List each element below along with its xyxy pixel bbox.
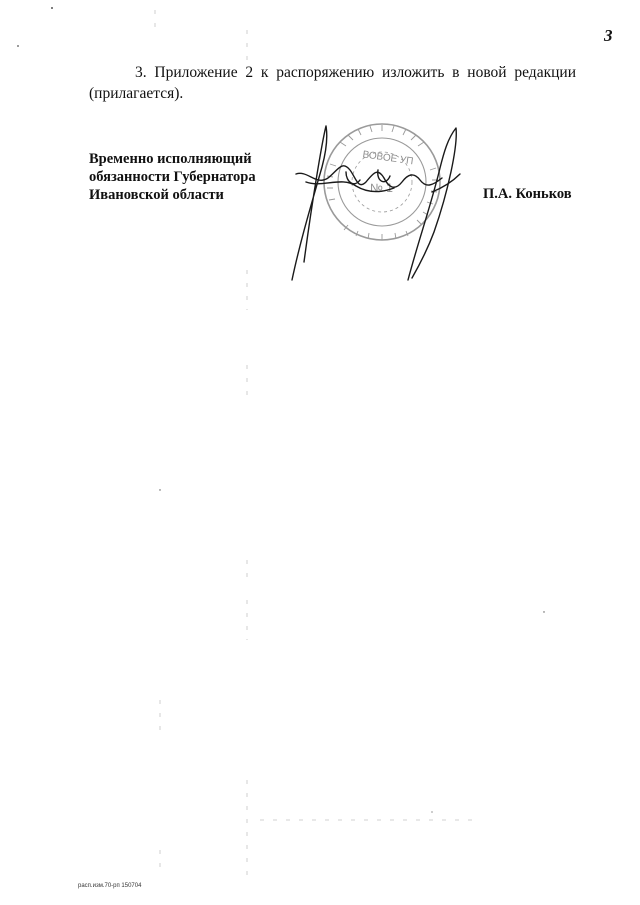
body-paragraph-line-2: (прилагается). — [89, 85, 184, 102]
body-paragraph-line-1: 3. Приложение 2 к распоряжению изложить в новой редакции — [135, 64, 576, 81]
footer-document-code: расп.изм.70-рп 150704 — [78, 883, 142, 889]
signer-name: П.А. Коньков — [483, 186, 572, 202]
signatory-title-line: обязанности Губернатора — [89, 169, 256, 185]
signatory-title-line: Ивановской области — [89, 187, 224, 203]
page-number: 3 — [604, 26, 613, 45]
signatory-title-line: Временно исполняющий — [89, 151, 252, 167]
svg-text:№ 1: № 1 — [370, 181, 393, 195]
seal-and-signature — [282, 112, 474, 282]
body-paragraph — [89, 62, 576, 104]
handwritten-signature — [292, 126, 460, 280]
svg-text:ВОВОЕ УП: ВОВОЕ УП — [361, 149, 415, 168]
signatory-title — [89, 150, 256, 204]
